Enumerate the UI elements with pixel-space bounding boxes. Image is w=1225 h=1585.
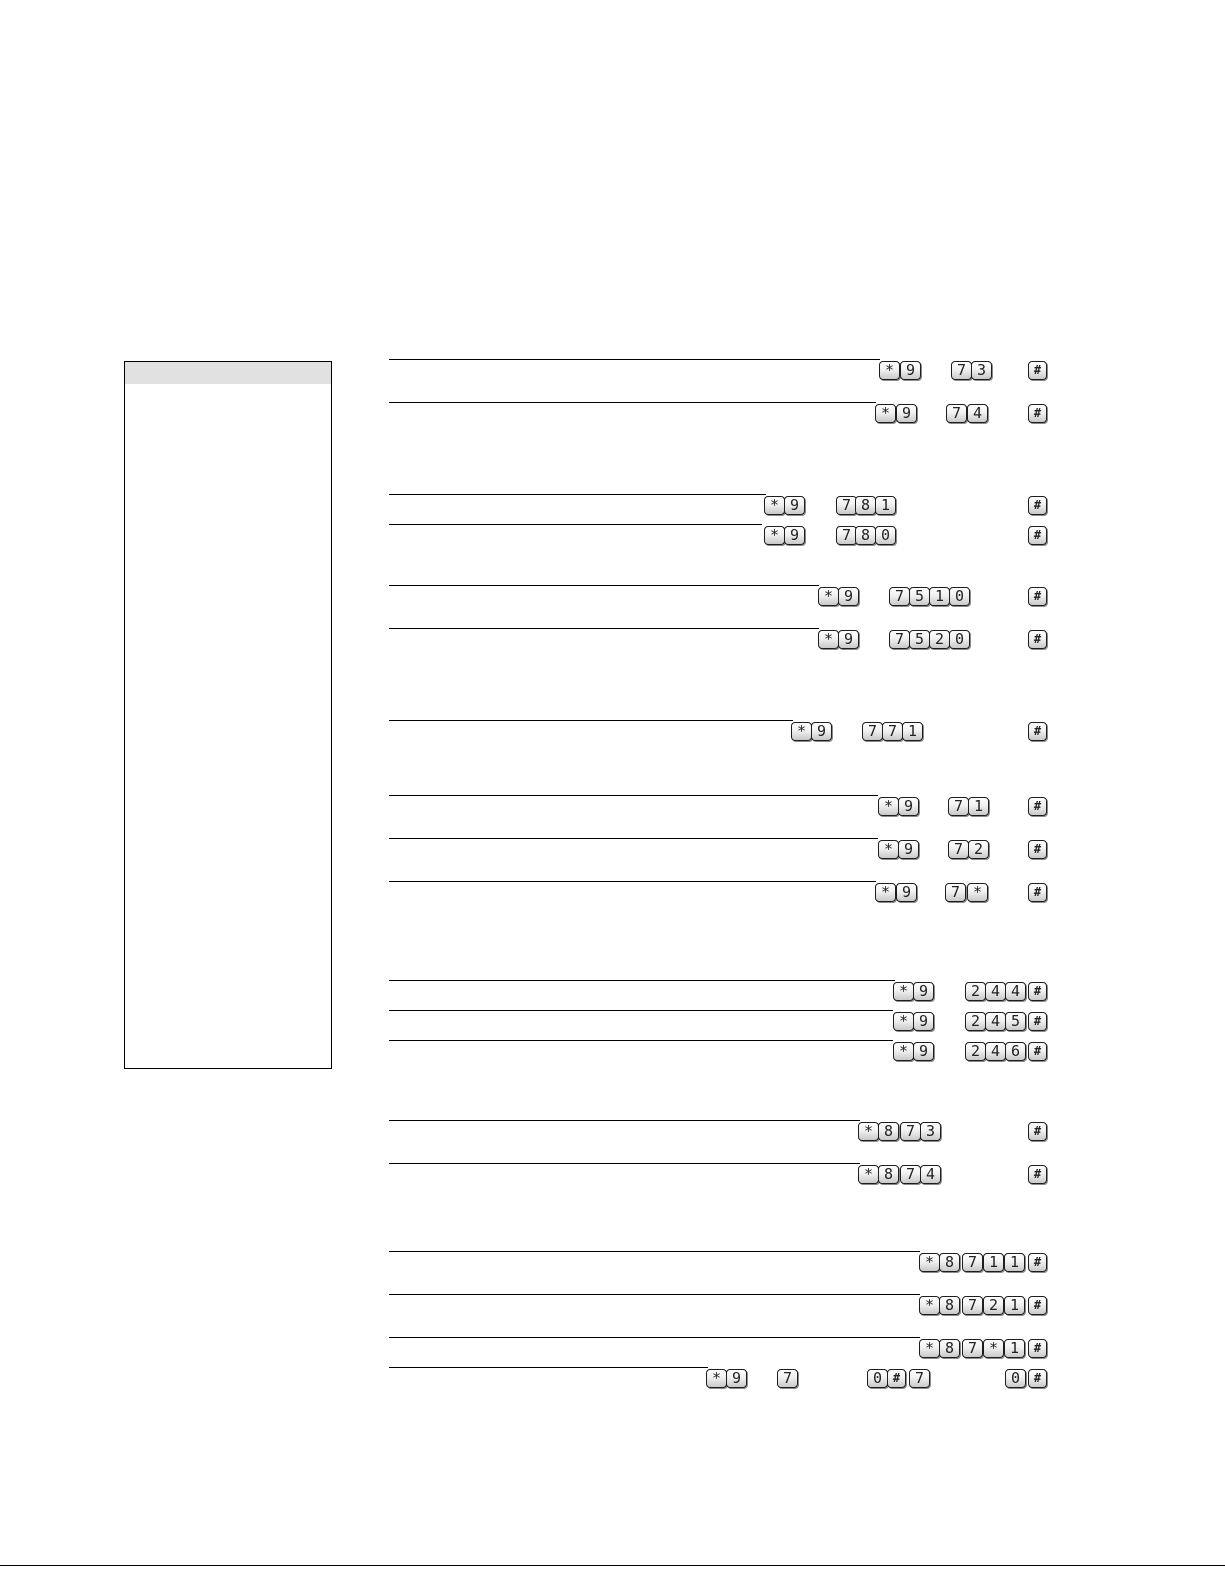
leader-rule xyxy=(389,1040,893,1041)
keypad-key: * xyxy=(893,982,914,1001)
keypad-key: 8 xyxy=(855,526,876,545)
keypad-key: 1 xyxy=(929,587,950,606)
keypad-key: 9 xyxy=(784,526,805,545)
keypad-key: 8 xyxy=(878,1122,899,1141)
keypad-key: * xyxy=(919,1253,940,1272)
keypad-key: * xyxy=(893,1012,914,1031)
keypad-key: * xyxy=(919,1339,940,1358)
leader-rule xyxy=(389,795,878,796)
code-row xyxy=(0,1010,1225,1034)
code-row xyxy=(0,720,1225,744)
leader-rule xyxy=(389,1163,860,1164)
keypad-key: 0 xyxy=(867,1369,888,1388)
leader-rule xyxy=(389,1010,893,1011)
keypad-key: # xyxy=(1028,1042,1047,1061)
code-row xyxy=(0,585,1225,609)
code-row xyxy=(0,494,1225,518)
leader-rule xyxy=(389,980,895,981)
keypad-key: # xyxy=(1028,526,1047,545)
keypad-key: 9 xyxy=(726,1369,747,1388)
bottom-rule xyxy=(0,1565,1225,1566)
keypad-key: 5 xyxy=(909,587,930,606)
keypad-key: # xyxy=(1028,1339,1047,1358)
code-row xyxy=(0,1294,1225,1318)
keypad-key: * xyxy=(858,1122,879,1141)
leader-rule xyxy=(389,402,876,403)
keypad-key: # xyxy=(887,1369,906,1388)
keypad-key: 0 xyxy=(875,526,896,545)
keypad-key: 4 xyxy=(985,1012,1006,1031)
keypad-key: # xyxy=(1028,496,1047,515)
keypad-key: 7 xyxy=(882,722,903,741)
keypad-key: 4 xyxy=(920,1165,941,1184)
keypad-key: 7 xyxy=(862,722,883,741)
keypad-key: 4 xyxy=(985,1042,1006,1061)
keypad-key: 7 xyxy=(951,361,972,380)
code-row xyxy=(0,1120,1225,1144)
keypad-key: 1 xyxy=(968,797,989,816)
leader-rule xyxy=(389,1294,920,1295)
keypad-key: * xyxy=(875,404,896,423)
keypad-key: 9 xyxy=(898,840,919,859)
keypad-key: * xyxy=(967,883,988,902)
keypad-key: * xyxy=(764,496,785,515)
keypad-key: 7 xyxy=(909,1369,930,1388)
keypad-key: * xyxy=(878,840,899,859)
keypad-key: 9 xyxy=(784,496,805,515)
keypad-key: * xyxy=(875,883,896,902)
keypad-key: 7 xyxy=(777,1369,798,1388)
keypad-key: 1 xyxy=(1004,1253,1025,1272)
keypad-key: 6 xyxy=(1005,1042,1026,1061)
keypad-key: * xyxy=(919,1296,940,1315)
keypad-key: 3 xyxy=(971,361,992,380)
code-row xyxy=(0,1251,1225,1275)
keypad-key: 5 xyxy=(909,630,930,649)
keypad-key: 7 xyxy=(945,883,966,902)
code-row xyxy=(0,359,1225,383)
keypad-key: 7 xyxy=(836,496,857,515)
keypad-key: 9 xyxy=(913,982,934,1001)
leader-rule xyxy=(389,838,878,839)
leader-rule xyxy=(389,524,762,525)
keypad-key: 7 xyxy=(900,1165,921,1184)
keypad-key: * xyxy=(818,630,839,649)
keypad-key: 1 xyxy=(875,496,896,515)
keypad-key: 1 xyxy=(1004,1339,1025,1358)
keypad-key: 8 xyxy=(939,1253,960,1272)
leader-rule xyxy=(389,720,793,721)
keypad-key: 9 xyxy=(900,361,921,380)
keypad-key: 0 xyxy=(949,587,970,606)
keypad-key: 7 xyxy=(889,587,910,606)
keypad-key: 9 xyxy=(896,404,917,423)
keypad-key: # xyxy=(1028,722,1047,741)
code-row xyxy=(0,524,1225,548)
keypad-key: # xyxy=(1028,1253,1047,1272)
keypad-key: 8 xyxy=(878,1165,899,1184)
keypad-key: # xyxy=(1028,1122,1047,1141)
keypad-key: 9 xyxy=(838,630,859,649)
keypad-key: # xyxy=(1028,1012,1047,1031)
code-row xyxy=(0,628,1225,652)
keypad-key: 1 xyxy=(902,722,923,741)
keypad-key: 7 xyxy=(948,797,969,816)
keypad-key: * xyxy=(858,1165,879,1184)
keypad-key: * xyxy=(818,587,839,606)
code-row xyxy=(0,1367,1225,1391)
keypad-key: # xyxy=(1028,361,1047,380)
leader-rule xyxy=(389,1251,920,1252)
keypad-key: 9 xyxy=(913,1042,934,1061)
keypad-key: 0 xyxy=(1005,1369,1026,1388)
keypad-key: * xyxy=(878,797,899,816)
leader-rule xyxy=(389,359,880,360)
leader-rule xyxy=(389,585,819,586)
code-row xyxy=(0,881,1225,905)
code-row xyxy=(0,1040,1225,1064)
keypad-key: # xyxy=(1028,1165,1047,1184)
leader-rule xyxy=(389,881,876,882)
keypad-key: 9 xyxy=(838,587,859,606)
keypad-key: 3 xyxy=(920,1122,941,1141)
keypad-key: * xyxy=(983,1339,1004,1358)
keypad-key: 7 xyxy=(889,630,910,649)
keypad-key: 0 xyxy=(949,630,970,649)
leader-rule xyxy=(389,1337,920,1338)
keypad-key: # xyxy=(1028,1296,1047,1315)
keypad-key: 7 xyxy=(962,1296,983,1315)
keypad-key: # xyxy=(1028,840,1047,859)
keypad-key: * xyxy=(893,1042,914,1061)
keypad-key: * xyxy=(706,1369,727,1388)
keypad-key: # xyxy=(1028,1369,1047,1388)
leader-rule xyxy=(389,494,766,495)
keypad-key: * xyxy=(791,722,812,741)
leader-rule xyxy=(389,1120,860,1121)
keypad-key: 5 xyxy=(1005,1012,1026,1031)
keypad-key: 2 xyxy=(968,840,989,859)
keypad-key: 7 xyxy=(962,1253,983,1272)
keypad-key: 9 xyxy=(898,797,919,816)
code-row xyxy=(0,980,1225,1004)
keypad-key: 9 xyxy=(811,722,832,741)
keypad-key: # xyxy=(1028,982,1047,1001)
keypad-key: 1 xyxy=(1004,1296,1025,1315)
keypad-key: # xyxy=(1028,883,1047,902)
keypad-key: 8 xyxy=(939,1339,960,1358)
keypad-key: 2 xyxy=(929,630,950,649)
code-row xyxy=(0,795,1225,819)
leader-rule xyxy=(389,628,819,629)
keypad-key: # xyxy=(1028,630,1047,649)
keypad-key: 8 xyxy=(855,496,876,515)
keypad-key: 2 xyxy=(965,1012,986,1031)
keypad-key: 2 xyxy=(965,1042,986,1061)
keypad-key: # xyxy=(1028,797,1047,816)
keypad-key: # xyxy=(1028,404,1047,423)
keypad-key: 7 xyxy=(946,404,967,423)
keypad-key: 7 xyxy=(962,1339,983,1358)
keypad-key: 7 xyxy=(836,526,857,545)
keypad-key: 9 xyxy=(896,883,917,902)
code-row xyxy=(0,838,1225,862)
keypad-key: 4 xyxy=(967,404,988,423)
keypad-key: 8 xyxy=(939,1296,960,1315)
leader-rule xyxy=(389,1367,708,1368)
keypad-key: * xyxy=(764,526,785,545)
keypad-key: 7 xyxy=(948,840,969,859)
code-row xyxy=(0,1337,1225,1361)
keypad-key: 7 xyxy=(900,1122,921,1141)
keypad-key: 2 xyxy=(983,1296,1004,1315)
keypad-key: 1 xyxy=(983,1253,1004,1272)
code-row xyxy=(0,1163,1225,1187)
keypad-key: * xyxy=(879,361,900,380)
keypad-key: # xyxy=(1028,587,1047,606)
code-row xyxy=(0,402,1225,426)
keypad-key: 2 xyxy=(965,982,986,1001)
keypad-key: 4 xyxy=(1005,982,1026,1001)
sidebar-box xyxy=(124,361,332,1069)
keypad-key: 4 xyxy=(985,982,1006,1001)
keypad-key: 9 xyxy=(913,1012,934,1031)
